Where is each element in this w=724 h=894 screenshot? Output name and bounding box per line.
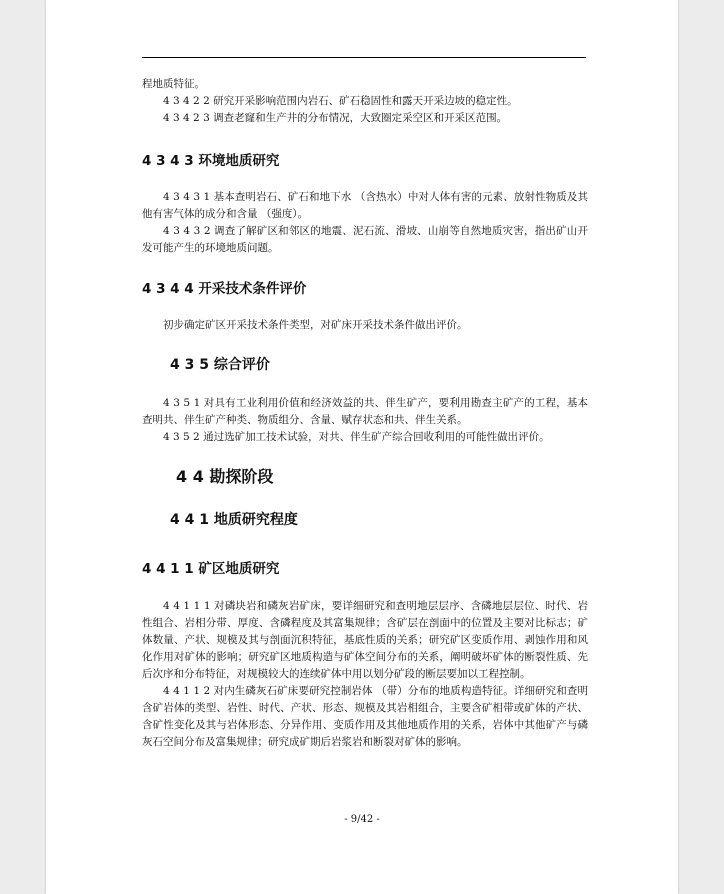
paragraph-43432: 4 3 4 3 2 调查了解矿区和邻区的地震、泥石流、滑坡、山崩等自然地质灾害，指出矿山开发可能产生的环境地质问题。 <box>142 225 588 254</box>
paragraph-4352: 4 3 5 2 通过选矿加工技术试验，对共、伴生矿产综合回收利用的可能性做出评价。 <box>163 431 550 443</box>
paragraph-44112: 4 4 1 1 2 对内生磷灰石矿床要研究控制岩体 （带）分布的地质构造特征。详细研究和查明含矿岩体的类型、岩性、时代、产状、形态、规模及其岩相组合，主要含矿相带或矿体的产状、含矿性变化及其与岩体形态、分异作用、变质作用及其他地质作用的关系，岩体中其他矿产与磷灰石空间分布及富集规律；研究成矿期后岩浆岩和断裂对矿体的影响。 <box>142 685 588 748</box>
paragraph-4351: 4 3 5 1 对具有工业利用价值和经济效益的共、伴生矿产，要利用勘查主矿产的工程，基本查明共、伴生矿产种类、物质组分、含量、赋存状态和共、伴生关系。 <box>142 397 588 426</box>
paragraph-4344-body: 初步确定矿区开采技术条件类型，对矿床开采技术条件做出评价。 <box>163 319 468 331</box>
header-rule <box>142 57 586 58</box>
paragraph-43431: 4 3 4 3 1 基本查明岩石、矿石和地下水 （含热水）中对人体有害的元素、放射性物质及其他有害气体的成分和含量 （强度）。 <box>142 191 588 220</box>
paragraph-43422: 4 3 4 2 2 研究开采影响范围内岩石、矿石稳固性和露天开采边坡的稳定性。 <box>163 95 518 107</box>
heading-4344: 4 3 4 4 开采技术条件评价 <box>142 281 307 297</box>
heading-44: 4 4 勘探阶段 <box>176 467 274 486</box>
paragraph-continuation: 程地质特征。 <box>142 78 205 90</box>
heading-4343: 4 3 4 3 环境地质研究 <box>142 153 280 169</box>
page-number: - 9/42 - <box>344 814 380 825</box>
heading-4411: 4 4 1 1 矿区地质研究 <box>142 561 280 577</box>
paragraph-43423: 4 3 4 2 3 调查老窿和生产井的分布情况，大致圈定采空区和开采区范围。 <box>163 112 508 124</box>
heading-435: 4 3 5 综合评价 <box>170 357 270 373</box>
page-content <box>142 76 588 751</box>
document-page <box>46 0 678 894</box>
heading-441: 4 4 1 地质研究程度 <box>170 512 298 528</box>
paragraph-44111: 4 4 1 1 1 对磷块岩和磷灰岩矿床，要详细研究和查明地层层序、含磷地层层位、时代、岩性组合、岩相分带、厚度、含磷程度及其富集规律；含矿层在剖面中的位置及主要对比标志；矿体数量、产状、规模及其与剖面沉积特征，基底性质的关系；研究矿区变质作用、剥蚀作用和风化作用对矿体的影响；研究矿区地质构造与矿体空间分布的关系，阐明破坏矿体的断裂性质、先后次序和分布特征，对规模较大的连续矿体中用以划分矿段的断层要加以工程控制。 <box>142 600 588 680</box>
